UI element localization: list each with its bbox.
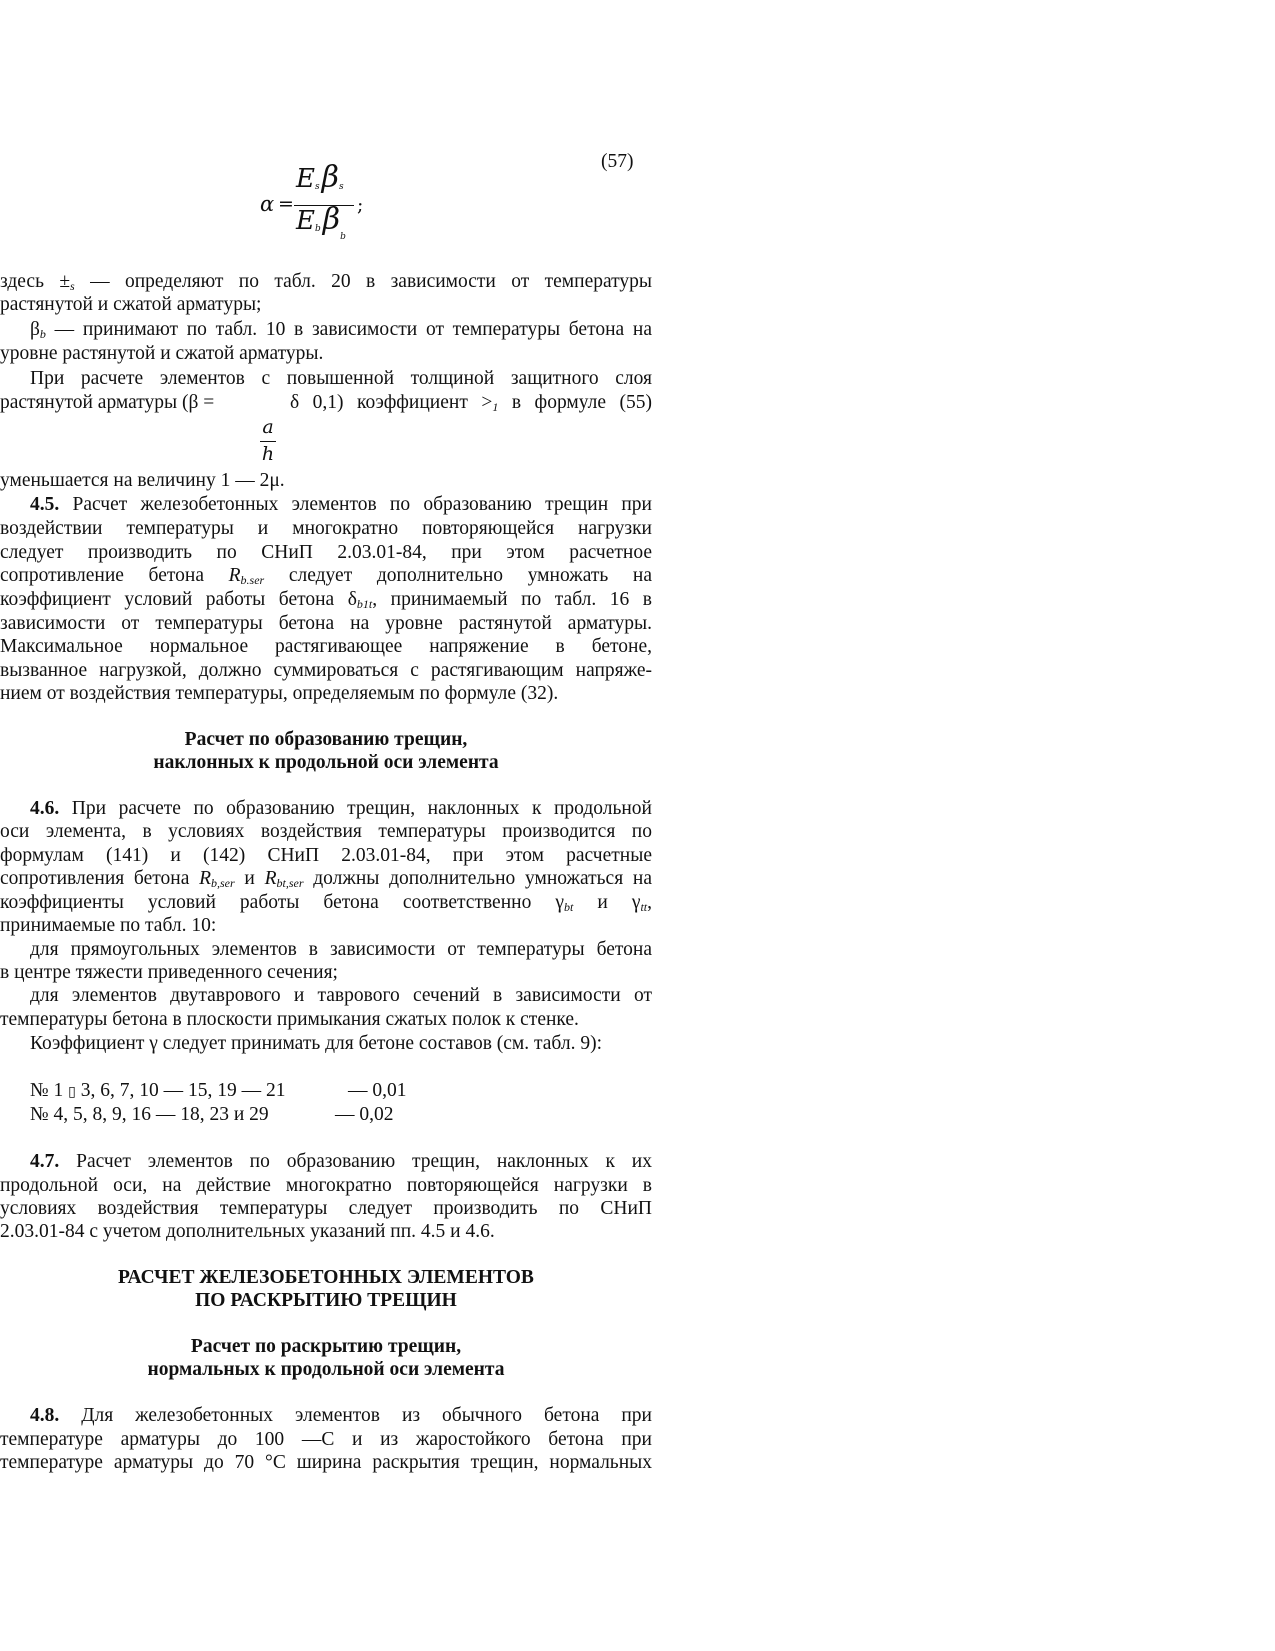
paragraph-line: зависимости от температуры бетона на уровне растянутой арматуры. (0, 613, 652, 634)
formula-semicolon: ; (357, 194, 364, 216)
paragraph-line: условиях воздействия температуры следует производить по СНиП (0, 1198, 652, 1219)
formula-numerator: Esβs (296, 160, 344, 195)
paragraph-line: $\beta_b$ — принимают по табл. 10 в зависимости от температуры бетона на (30, 319, 652, 341)
paragraph-line: в центре тяжести приведенного сечения; (0, 962, 338, 983)
paragraph-line: нием от воздействия температуры, определяемым по формуле (32). (0, 683, 559, 704)
section-heading: Расчет по образованию трещин, (184, 729, 468, 750)
list-item: № 4, 5, 8, 9, 16 — 18, 23 и 29 (30, 1104, 269, 1125)
paragraph-line: 4.6. При расчете по образованию трещин, наклонных к продольной (30, 798, 652, 819)
formula-alpha: α (260, 192, 275, 216)
paragraph-line: формулам (141) и (142) СНиП 2.03.01-84, при этом расчетные (0, 845, 652, 866)
paragraph-line: Максимальное нормальное растягивающее напряжение в бетоне, (0, 636, 652, 657)
paragraph-line: здесь $\pm_s$ — определяют по табл. 20 в зависимости от температуры (0, 271, 652, 293)
paragraph-line: 4.5. Расчет железобетонных элементов по образованию трещин при (30, 494, 652, 515)
section-heading: наклонных к продольной оси элемента (153, 752, 499, 773)
paragraph-line: При расчете элементов с повышенной толщиной защитного слоя (30, 368, 652, 389)
section-heading: Расчет по раскрытию трещин, (190, 1336, 462, 1357)
paragraph-line: коэффициент условий работы бетона $\delta_{b1t}$, принимаемый по табл. 16 в (0, 589, 652, 611)
chapter-heading: РАСЧЕТ ЖЕЛЕЗОБЕТОННЫХ ЭЛЕМЕНТОВ (118, 1267, 534, 1288)
formula-57 (258, 160, 398, 246)
fraction-a-over-h: a h (261, 416, 275, 465)
paragraph-line: следует производить по СНиП 2.03.01-84, при этом расчетное (0, 542, 652, 563)
formula-denominator: Ebβ$_b$ (296, 202, 346, 242)
paragraph-line: температуре арматуры до 70 °С ширина раскрытия трещин, нормальных (0, 1452, 652, 1473)
paragraph-line: коэффициенты условий работы бетона соответственно $\gamma_{bt}$ и $\gamma_{tt}$, (0, 892, 652, 914)
paragraph-line: для прямоугольных элементов в зависимости от температуры бетона (30, 939, 652, 960)
paragraph-line: продольной оси, на действие многократно повторяющейся нагрузки в (0, 1175, 652, 1196)
paragraph-line: принимаемые по табл. 10: (0, 915, 217, 936)
paragraph-line: температуре арматуры до 100 —С и из жаростойкого бетона при (0, 1429, 652, 1450)
paragraph-line: уровне растянутой и сжатой арматуры. (0, 343, 324, 364)
section-heading: нормальных к продольной оси элемента (147, 1359, 505, 1380)
paragraph-line: 2.03.01-84 с учетом дополнительных указаний пп. 4.5 и 4.6. (0, 1221, 495, 1242)
paragraph-line: вызванное нагрузкой, должно суммироваться с растягивающим напряже- (0, 660, 652, 681)
paragraph-line: сопротивление бетона $R_{b.ser}$ следует дополнительно умножать на (0, 565, 652, 587)
paragraph-line: 4.7. Расчет элементов по образованию трещин, наклонных к их (30, 1151, 652, 1172)
paragraph-line: 4.8. Для железобетонных элементов из обычного бетона при (30, 1405, 652, 1426)
paragraph-line: воздействии температуры и многократно повторяющейся нагрузки (0, 518, 652, 539)
paragraph-line: уменьшается на величину 1 — 2μ. (0, 470, 285, 491)
paragraph-line: температуры бетона в плоскости примыкания сжатых полок к стенке. (0, 1009, 579, 1030)
formula-equals: = (278, 193, 294, 215)
list-value: — 0,01 (348, 1080, 407, 1101)
list-value: — 0,02 (335, 1104, 394, 1125)
paragraph-line: оси элемента, в условиях воздействия температуры производится по (0, 821, 652, 842)
equation-number: (57) (601, 151, 634, 172)
list-item: № 1 ▯ 3, 6, 7, 10 — 15, 19 — 21 (30, 1080, 286, 1101)
paragraph-line: растянутой арматуры (β = (0, 392, 215, 413)
paragraph-line: сопротивления бетона $R_{b,ser}$ и $R_{bt,ser}$ должны дополнительно умножаться на (0, 868, 652, 890)
chapter-heading: ПО РАСКРЫТИЮ ТРЕЩИН (195, 1290, 457, 1311)
paragraph-line: растянутой и сжатой арматуры; (0, 294, 262, 315)
paragraph-line: для элементов двутаврового и таврового сечений в зависимости от (30, 985, 652, 1006)
paragraph-line: Коэффициент γ следует принимать для бетоне составов (см. табл. 9): (30, 1033, 603, 1054)
paragraph-line: δ 0,1) коэффициент $>_1$ в формуле (55) (290, 392, 653, 414)
